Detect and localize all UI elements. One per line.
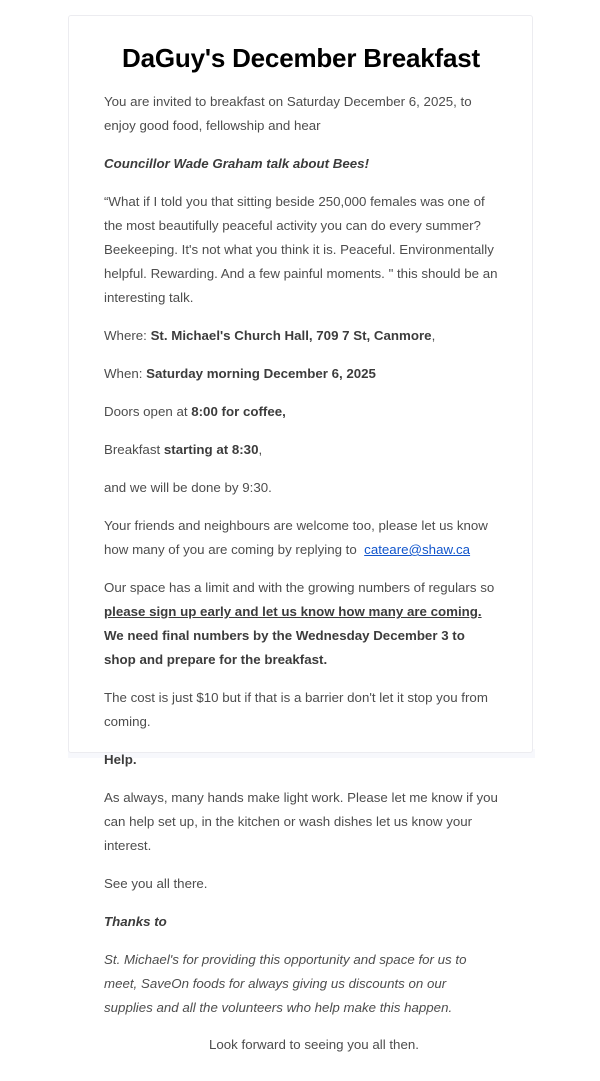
paragraph-breakfast-time xyxy=(104,438,498,462)
doors-label: Doors open at xyxy=(104,404,192,419)
letter-content xyxy=(69,16,532,1081)
letter-card xyxy=(68,15,533,1052)
where-value: St. Michael's Church Hall, 709 7 St, Canmore xyxy=(150,328,432,343)
rsvp-lead-text: Your friends and neighbours are welcome too, please let us know how many of you are coming by replying to xyxy=(104,518,488,557)
done-by-text: and we will be done by 9:30. xyxy=(104,480,272,495)
paragraph-intro xyxy=(104,90,498,138)
limit-underlined-text: please sign up early and let us know how many are coming. xyxy=(104,604,482,619)
thanks-heading-text: Thanks to xyxy=(104,914,167,929)
when-value: Saturday morning December 6, 2025 xyxy=(146,366,376,381)
page-title: DaGuy's December Breakfast xyxy=(122,43,480,73)
paragraph-closing xyxy=(104,1033,498,1057)
doors-value: 8:00 for coffee, xyxy=(191,404,286,419)
paragraph-cost xyxy=(104,686,498,734)
intro-text: You are invited to breakfast on Saturday December 6, 2025, to enjoy good food, fellowship and hear xyxy=(104,94,472,133)
cost-text: The cost is just $10 but if that is a barrier don't let it stop you from coming. xyxy=(104,690,488,729)
paragraph-signup-limit xyxy=(104,576,498,672)
limit-bold-rest-text: We need final numbers by the Wednesday December 3 to shop and prepare for the breakfast. xyxy=(104,628,465,667)
where-label: Where: xyxy=(104,328,151,343)
breakfast-value: starting at 8:30 xyxy=(163,442,259,457)
paragraph-done-by xyxy=(104,476,498,500)
help-heading xyxy=(104,748,498,772)
paragraph-see-you xyxy=(104,872,498,896)
paragraph-doors-open xyxy=(104,400,498,424)
breakfast-trailing: , xyxy=(258,442,263,457)
quote-text: “What if I told you that sitting beside 250,000 females was one of the most beautifully peaceful activity you can do every summer? Beekeeping. It's not what you think it is. Peaceful. Environmentally helpful. Rewarding. And a few painful moments. " this should be an interesting talk. xyxy=(104,194,498,305)
thanks-heading xyxy=(104,910,498,934)
when-label: When: xyxy=(104,366,147,381)
paragraph-quote xyxy=(104,190,498,310)
breakfast-label: Breakfast xyxy=(104,442,164,457)
help-heading-text: Help. xyxy=(104,752,137,767)
limit-lead-text: Our space has a limit and with the growing numbers of regulars so xyxy=(104,580,495,595)
paragraph-when xyxy=(104,362,498,386)
paragraph-where xyxy=(104,324,498,348)
closing-line-text: Look forward to seeing you all then. xyxy=(209,1037,419,1052)
paragraph-help-body xyxy=(104,786,498,858)
speaker-text: Councillor Wade Graham talk about Bees! xyxy=(104,156,370,171)
paragraph-thanks-body xyxy=(104,948,498,1020)
paragraph-speaker xyxy=(104,152,498,176)
see-you-text: See you all there. xyxy=(104,876,208,891)
help-body-text: As always, many hands make light work. Please let me know if you can help set up, in the kitchen or wash dishes let us know your interest. xyxy=(104,790,498,853)
thanks-body-text: St. Michael's for providing this opportunity and space for us to meet, SaveOn foods for always giving us discounts on our supplies and all the volunteers who help make this happen. xyxy=(104,952,467,1015)
email-link[interactable]: cateare@shaw.ca xyxy=(364,542,471,557)
paragraph-rsvp xyxy=(104,514,498,562)
where-trailing: , xyxy=(431,328,436,343)
